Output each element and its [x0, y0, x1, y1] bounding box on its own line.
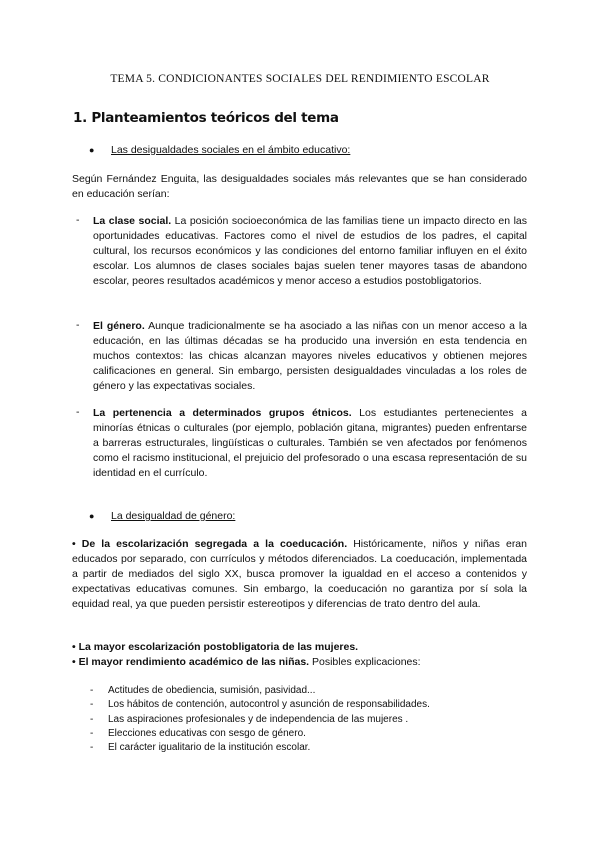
sub-list-item: - El carácter igualitario de la institución escolar.	[90, 742, 311, 753]
bullet-gender-inequality: ● La desigualdad de género:	[89, 510, 236, 522]
document-title: TEMA 5. CONDICIONANTES SOCIALES DEL RENDIMIENTO ESCOLAR	[110, 73, 490, 85]
list-item-ethnic-groups: La pertenencia a determinados grupos étnicos. Los estudiantes pertenecientes a minorías étnicas o culturales (por ejemplo, población gitana, migrantes) pueden enfrentarse a barreras estructurales, lingüísticas o culturales. También se ven afectados por fenómenos como el racismo institucional, el prejuicio del profesorado o una escasa representación de su identidad en el currículo.	[93, 407, 527, 479]
coeducation-paragraph: • De la escolarización segregada a la coeducación. Históricamente, niños y niñas eran educados por separado, con currículos y métodos diferenciados. La coeducación, implementada a partir de mediados del siglo XX, busca promover la igualdad en el acceso a contenidos y expectativas educativas comunes. Sin embargo, la coeducación no garantiza por sí sola la equidad real, ya que pueden persistir estereotipos y diferencias de trato dentro del aula.	[72, 538, 527, 610]
performance-line: • El mayor rendimiento académico de las niñas. Posibles explicaciones:	[72, 656, 421, 668]
sub-list-item: - Los hábitos de contención, autocontrol y asunción de responsabilidades.	[90, 699, 430, 710]
sub-list-item: - Las aspiraciones profesionales y de independencia de las mujeres .	[90, 714, 409, 725]
intro-paragraph: Según Fernández Enguita, las desigualdades sociales más relevantes que se han considerado en educación serían:	[72, 173, 527, 200]
sub-list-item: - Elecciones educativas con sesgo de género.	[90, 728, 306, 739]
postcompulsory-line: • La mayor escolarización postobligatoria de las mujeres.	[72, 641, 359, 653]
bullet-dot-icon: ●	[89, 511, 95, 521]
bullet-social-inequalities: ● Las desigualdades sociales en el ámbito educativo:	[89, 144, 351, 156]
dash-marker: -	[76, 319, 80, 331]
sub-list-item: - Actitudes de obediencia, sumisión, pasividad...	[90, 685, 316, 696]
dash-marker: -	[76, 214, 80, 226]
dash-marker: -	[76, 406, 80, 418]
list-item-social-class: La clase social. La posición socioeconómica de las familias tiene un impacto directo en las oportunidades educativas. Factores como el nivel de estudios de los padres, el capital cultural, los recursos económicos y las condiciones del entorno familiar influyen en el éxito escolar. Los alumnos de clases sociales bajas suelen tener mayores tasas de abandono escolar, peores resultados académicos y menor acceso a estudios postobligatorios.	[93, 215, 527, 287]
list-item-gender: El género. Aunque tradicionalmente se ha asociado a las niñas con un menor acceso a la educación, en las últimas décadas se ha producido una inversión en esta tendencia en muchos contextos: las chicas alcanzan mayores niveles educativos y obtienen mejores calificaciones en general. Sin embargo, persisten desigualdades vinculadas a los roles de género y las expectativas sociales.	[93, 320, 527, 392]
section-heading: 1. Planteamientos teóricos del tema	[73, 110, 339, 126]
bullet-dot-icon: ●	[89, 145, 95, 155]
